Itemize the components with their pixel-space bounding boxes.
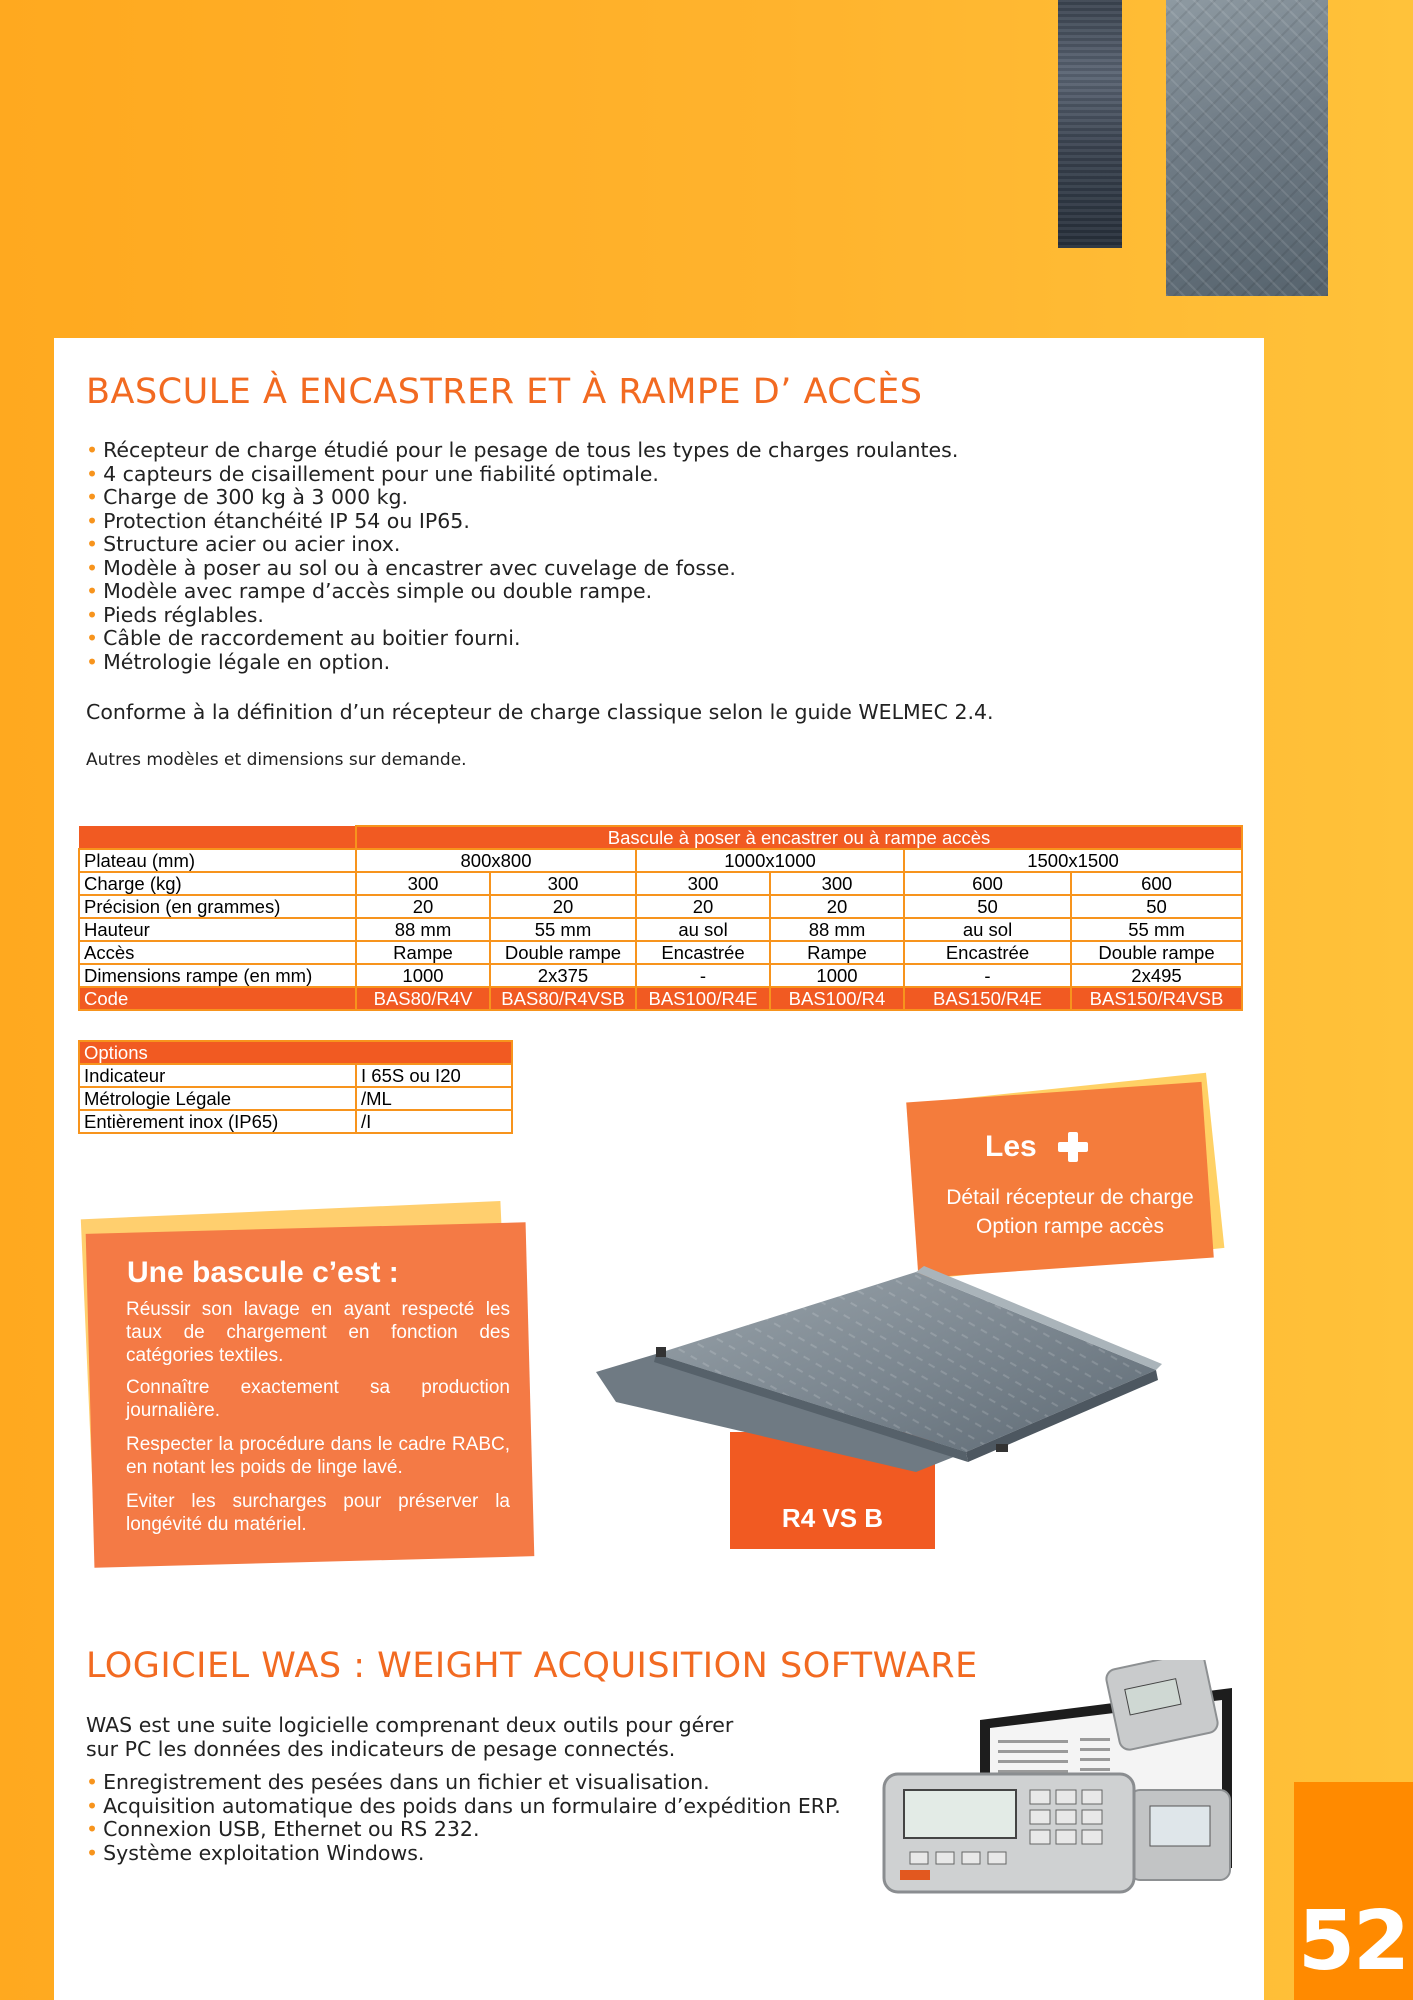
table-cell: 20 xyxy=(356,895,490,918)
header-photo-plate xyxy=(1166,0,1328,296)
feature-item: • Modèle avec rampe d’accès simple ou double rampe. xyxy=(86,580,958,604)
table-cell: Rampe xyxy=(770,941,904,964)
table-cell: 50 xyxy=(1071,895,1242,918)
software-feature-item: • Acquisition automatique des poids dans un formulaire d’expédition ERP. xyxy=(86,1795,841,1819)
plateau-size: 1500x1500 xyxy=(904,849,1242,872)
option-label: Indicateur xyxy=(79,1064,356,1087)
options-header: Options xyxy=(79,1041,512,1064)
table-cell: Double rampe xyxy=(1071,941,1242,964)
les-plus-title: Les xyxy=(985,1130,1037,1163)
table-row xyxy=(79,1064,512,1087)
feature-item: • Modèle à poser au sol ou à encastrer avec cuvelage de fosse. xyxy=(86,557,958,581)
table-row xyxy=(79,895,1242,918)
feature-item: • Métrologie légale en option. xyxy=(86,651,958,675)
software-feature-item: • Système exploitation Windows. xyxy=(86,1842,841,1866)
feature-item: • Récepteur de charge étudié pour le pesage de tous les types de charges roulantes. xyxy=(86,439,958,463)
page-number: 52 xyxy=(1298,1894,1409,1989)
table-cell: 300 xyxy=(770,872,904,895)
table-cell: Encastrée xyxy=(904,941,1071,964)
header-photo-dark xyxy=(1058,0,1122,248)
conformity-text: Conforme à la définition d’un récepteur de charge classique selon le guide WELMEC 2.4. xyxy=(86,700,994,724)
table-cell: - xyxy=(636,964,770,987)
feature-item: • Protection étanchéité IP 54 ou IP65. xyxy=(86,510,958,534)
option-value: I 65S ou I20 xyxy=(356,1064,512,1087)
floor-scale-image xyxy=(596,1262,1196,1472)
options-table xyxy=(78,1040,513,1134)
option-label: Métrologie Légale xyxy=(79,1087,356,1110)
bascule-card-paragraph: Respecter la procédure dans le cadre RABC, en notant les poids de linge lavé. xyxy=(126,1434,510,1478)
table-row xyxy=(79,1087,512,1110)
section-title-software: LOGICIEL WAS : WEIGHT ACQUISITION SOFTWARE xyxy=(86,1646,978,1686)
row-label: Plateau (mm) xyxy=(79,849,356,872)
feature-item: • Charge de 300 kg à 3 000 kg. xyxy=(86,486,958,510)
table-row xyxy=(79,1110,512,1133)
table-cell: 88 mm xyxy=(770,918,904,941)
software-intro: sur PC les données des indicateurs de pesage connectés. xyxy=(86,1737,676,1761)
table-row xyxy=(79,941,1242,964)
weighing-indicators-image xyxy=(880,1660,1240,1900)
row-label: Code xyxy=(79,987,356,1010)
row-label: Hauteur xyxy=(79,918,356,941)
row-label: Accès xyxy=(79,941,356,964)
table-cell: 300 xyxy=(356,872,490,895)
section-title-bascule: BASCULE À ENCASTRER ET À RAMPE D’ ACCÈS xyxy=(86,372,923,412)
other-models-text: Autres modèles et dimensions sur demande. xyxy=(86,750,467,770)
table-row xyxy=(79,918,1242,941)
table-cell: au sol xyxy=(904,918,1071,941)
plateau-size: 800x800 xyxy=(356,849,636,872)
brand-badge xyxy=(900,1870,930,1880)
table-cell: 88 mm xyxy=(356,918,490,941)
hinge xyxy=(996,1444,1008,1452)
table-cell: 50 xyxy=(904,895,1071,918)
table-cell: - xyxy=(904,964,1071,987)
table-cell: 300 xyxy=(636,872,770,895)
row-label: Précision (en grammes) xyxy=(79,895,356,918)
table-cell: 55 mm xyxy=(490,918,636,941)
les-plus-card xyxy=(912,1080,1222,1276)
bascule-card-paragraph: Eviter les surcharges pour préserver la longévité du matériel. xyxy=(126,1491,510,1535)
option-label: Entièrement inox (IP65) xyxy=(79,1110,356,1133)
table-cell: 300 xyxy=(490,872,636,895)
table-cell: 20 xyxy=(490,895,636,918)
table-cell: au sol xyxy=(636,918,770,941)
table-cell: 600 xyxy=(1071,872,1242,895)
table-cell: 2x375 xyxy=(490,964,636,987)
table-cell: 20 xyxy=(636,895,770,918)
software-intro: WAS est une suite logicielle comprenant deux outils pour gérer xyxy=(86,1713,734,1737)
table-cell: 20 xyxy=(770,895,904,918)
card-front xyxy=(906,1082,1214,1278)
table-cell: Double rampe xyxy=(490,941,636,964)
option-value: /I xyxy=(356,1110,512,1133)
bascule-card-title: Une bascule c’est : xyxy=(127,1256,399,1289)
table-cell: 1000 xyxy=(770,964,904,987)
les-plus-line: Option rampe accès xyxy=(976,1215,1164,1238)
table-row xyxy=(79,872,1242,895)
bascule-card-paragraph: Réussir son lavage en ayant respecté les taux de chargement en fonction des catégories textiles. xyxy=(126,1299,510,1366)
bascule-card-paragraph: Connaître exactement sa production journalière. xyxy=(126,1377,510,1421)
table-cell: 1000 xyxy=(356,964,490,987)
row-label: Dimensions rampe (en mm) xyxy=(79,964,356,987)
table-header: Bascule à poser à encastrer ou à rampe accès xyxy=(356,826,1242,849)
plus-icon xyxy=(1058,1132,1088,1162)
table-corner xyxy=(79,826,356,849)
les-plus-line: Détail récepteur de charge xyxy=(946,1186,1194,1209)
table-cell: 600 xyxy=(904,872,1071,895)
plateau-size: 1000x1000 xyxy=(636,849,904,872)
spec-table xyxy=(78,825,1243,1011)
product-label: R4 VS B xyxy=(781,1503,884,1533)
row-label: Charge (kg) xyxy=(79,872,356,895)
table-cell: 2x495 xyxy=(1071,964,1242,987)
weight-display xyxy=(904,1790,1016,1838)
code-row xyxy=(79,987,1242,1010)
feature-item: • Structure acier ou acier inox. xyxy=(86,533,958,557)
product-code: BAS150/R4E xyxy=(904,987,1071,1010)
software-feature-list xyxy=(86,1771,841,1865)
table-row xyxy=(79,964,1242,987)
hinge xyxy=(656,1347,666,1357)
table-cell: Rampe xyxy=(356,941,490,964)
feature-item: • Câble de raccordement au boitier fourni. xyxy=(86,627,958,651)
product-code: BAS80/R4V xyxy=(356,987,490,1010)
software-feature-item: • Connexion USB, Ethernet ou RS 232. xyxy=(86,1818,841,1842)
feature-list xyxy=(86,439,958,674)
option-value: /ML xyxy=(356,1087,512,1110)
feature-item: • 4 capteurs de cisaillement pour une fiabilité optimale. xyxy=(86,463,958,487)
product-code: BAS150/R4VSB xyxy=(1071,987,1242,1010)
feature-item: • Pieds réglables. xyxy=(86,604,958,628)
product-code: BAS100/R4E xyxy=(636,987,770,1010)
product-code: BAS80/R4VSB xyxy=(490,987,636,1010)
product-code: BAS100/R4 xyxy=(770,987,904,1010)
software-feature-item: • Enregistrement des pesées dans un fichier et visualisation. xyxy=(86,1771,841,1795)
table-cell: 55 mm xyxy=(1071,918,1242,941)
table-cell: Encastrée xyxy=(636,941,770,964)
